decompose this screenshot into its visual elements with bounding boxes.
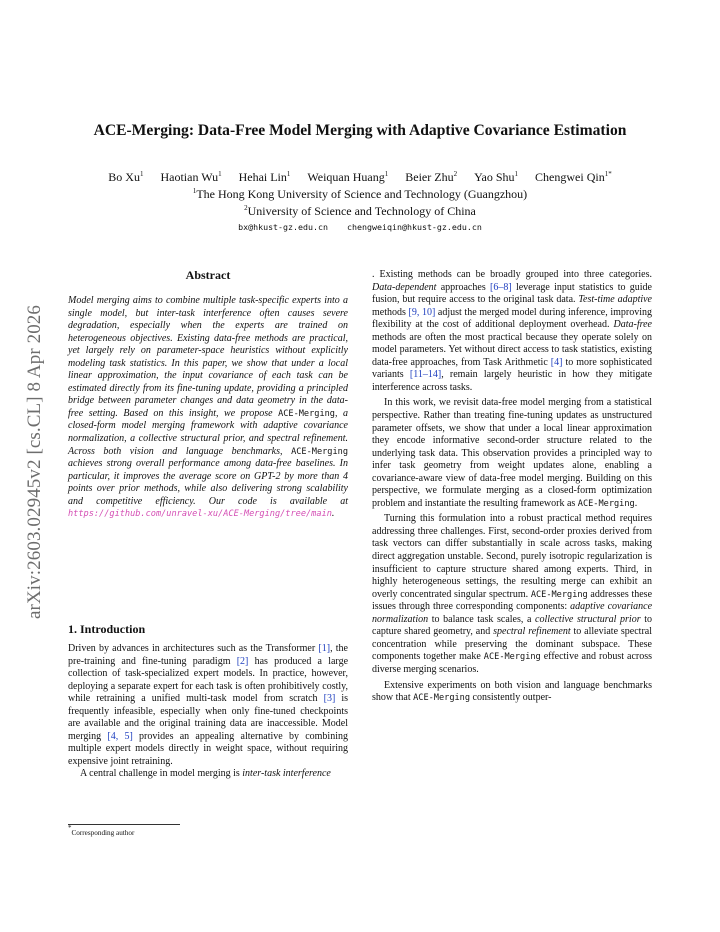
paragraph: Extensive experiments on both vision and language benchmarks show that ACE-Merging consistently outper- (372, 679, 652, 704)
author: Chengwei Qin$^{1*}$ (535, 170, 612, 184)
affiliation: $^1$The Hong Kong University of Science and Technology (Guangzhou) (192, 187, 528, 201)
author: Yao Shu$^1$ (474, 170, 519, 184)
paragraph-continuation: . Existing methods can be broadly grouped into three categories. Data-dependent approaches [6–8] leverage input statistics to guide fusion, but require access to the original task data. Test-time adaptive methods [9, 10] adjust the merged model during inference, improving flexibility at the cost of additional deployment overhead. Data-free methods are often the most practical because they operate solely on model parameters. Yet without direct access to task statistics, existing data-free approaches, from Task Arithmetic [4] to more sophisticated variants [11–14], remain largely heuristic in how they mitigate interference across tasks. (372, 269, 653, 393)
email: chengweiqin@hkust-gz.edu.cn (347, 222, 482, 232)
affiliation: $^2$University of Science and Technology of China (244, 204, 476, 218)
email: bx@hkust-gz.edu.cn (238, 222, 329, 232)
citation-link[interactable]: [2] (236, 655, 249, 667)
intro-left-column (68, 643, 348, 781)
author-emails (40, 222, 680, 232)
citation-link[interactable]: [6–8] (490, 281, 512, 293)
citation-link[interactable]: [1] (318, 643, 331, 654)
citation-link[interactable]: [11–14] (409, 369, 442, 381)
abstract-body (68, 295, 348, 521)
arxiv-stamp-text: arXiv:2603.02945v2 [cs.CL] 8 Apr 2026 (24, 305, 45, 619)
arxiv-stamp (12, 260, 58, 664)
citation-link[interactable]: [4] (550, 356, 563, 368)
abstract-heading: Abstract (185, 268, 231, 282)
paragraph: In this work, we revisit data-free model merging from a statistical perspective. Rather than treating fine-tuning updates as unstructured parameter offsets, we show that under a local linear approximation they encode informative second-order structure related to the underlying task data. This observation provides a principled way to infer task geometry from weight updates alone, enabling a covariance-aware view of data-free model merging. Building on this perspective, we formulate merging as a closed-form optimization problem and instantiate the resulting framework as ACE-Merging. (372, 397, 652, 509)
right-column (372, 269, 652, 705)
footnote: *Corresponding author (68, 824, 135, 837)
citation-link[interactable]: [4, 5] (107, 730, 133, 742)
citation-link[interactable]: [9, 10] (408, 306, 436, 318)
author: Hehai Lin$^1$ (238, 170, 291, 184)
paragraph: A central challenge in model merging is inter-task interference (80, 768, 331, 780)
paragraph: Turning this formulation into a robust practical method requires addressing three challenges. First, second-order proxies derived from task vectors can differ substantially in scale across tasks, making direct aggregation unstable. Second, purely isotropic regularization is insufficient to capture structure shared among experts. Third, in highly heterogeneous settings, the resulting merge can exhibit an overly concentrated singular spectrum. ACE-Merging addresses these issues through three corresponding components: adaptive covariance normalization to balance task scales, a collective structural prior to capture shared geometry, and spectral refinement to alleviate spectral concentration while preserving the dominant subspace. These components together make ACE-Merging effective and robust across diverse merging scenarios. (372, 513, 653, 675)
author: Weiquan Huang$^1$ (307, 170, 389, 184)
author: Beier Zhu$^2$ (405, 170, 458, 184)
abstract-paragraph: Model merging aims to combine multiple task-specific experts into a single model, but inter-task interference often causes severe degradation, especially when the experts are trained on heterogeneous objectives. Existing data-free methods are practical, yet largely rely on parameter-space heuristics without explicitly modeling task statistics. In this paper, we show that under a local linear approximation, the input covariance of each task can be estimated directly from its fine-tuning update, providing a principled bridge between parameter changes and data geometry in the data-free setting. Based on this insight, we propose ACE-Merging, a closed-form model merging framework with adaptive covariance normalization, a collective structural prior, and spectral refinement. Across both vision and language benchmarks, ACE-Merging achieves strong overall performance among data-free baselines. In particular, it improves the average score on GPT-2 by more than 4 points over prior methods, while also delivering strong scalability and competitive efficiency. Our code is available at https://github.com/unravel-xu/ACE-Merging/tree/main. (68, 295, 349, 520)
author: Haotian Wu$^1$ (160, 170, 222, 184)
author: Bo Xu$^1$ (108, 170, 144, 184)
section-heading: 1. Introduction (68, 622, 146, 636)
citation-link[interactable]: [3] (323, 693, 336, 705)
code-link[interactable]: https://github.com/unravel-xu/ACE-Merging/tree/main (68, 509, 332, 520)
paragraph: Driven by advances in architectures such as the Transformer [1], the pre-training and fine-tuning paradigm [2] has produced a large collection of task-specialized expert models. In practice, however, deploying a separate expert for each task is often prohibitively costly, while retraining a unified multi-task model from scratch [3] is frequently infeasible, especially when only fine-tuned checkpoints are available and the original training data are inaccessible. Model merging [4, 5] provides an appealing alternative by combining multiple expert models directly in weight space, without requiring expensive joint retraining. (68, 643, 349, 767)
author-list (40, 170, 680, 185)
footnote-rule (68, 824, 180, 825)
paper-title: ACE-Merging: Data-Free Model Merging with Adaptive Covariance Estimation (93, 122, 627, 139)
